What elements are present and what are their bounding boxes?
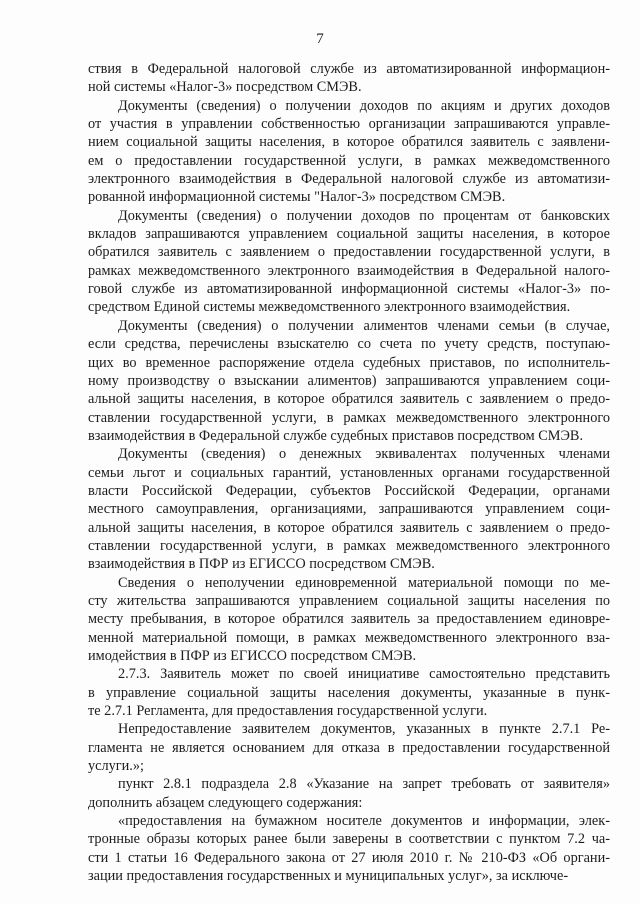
text-line: альной защиты населения, в которое обратился заявитель с заявлением о предо-: [88, 391, 610, 408]
paragraph: [88, 317, 610, 445]
text-line: альной защиты населения, в которое обратился заявитель с заявлением о предо-: [88, 519, 610, 536]
text-line: менной материальной помощи, в рамках межведомственного электронного вза-: [88, 629, 610, 646]
text-line: пункт 2.8.1 подраздела 2.8 «Указание на запрет требовать от заявителя»: [118, 776, 610, 793]
paragraph: [88, 720, 610, 775]
text-line: говой службе из автоматизированной информационной системы «Налог-3» по-: [88, 281, 610, 298]
text-line: Документы (сведения) о получении доходов по процентам от банковских: [118, 207, 610, 224]
text-line: «предоставления на бумажном носителе документов и информации, элек-: [118, 813, 610, 830]
paragraph: [88, 574, 610, 666]
text-line: тронные образы которых ранее были заверены в соответствии с пунктом 7.2 ча-: [88, 831, 610, 848]
text-line: местного самоуправления, организациями, запрашиваются управлением соци-: [88, 501, 610, 518]
text-line: ному производству о взыскании алиментов) запрашиваются управлением соци-: [88, 372, 610, 389]
text-line: нием социальной защиты населения, в которое обратился заявитель с заявлени-: [88, 134, 610, 151]
text-line: взаимодействия в ПФР из ЕГИССО посредством СМЭВ.: [88, 556, 435, 573]
text-line: в управление социальной защиты населения документы, указанные в пунк-: [88, 684, 610, 701]
text-line: обратился заявитель с заявлением о предоставлении государственной услуги, в: [88, 244, 610, 261]
text-line: от участия в управлении собственностью организации запрашиваются управле-: [88, 116, 610, 133]
paragraph: [88, 60, 610, 97]
text-line: средством Единой системы межведомственного электронного взаимодействия.: [88, 299, 571, 316]
text-line: имодействия в ПФР из ЕГИССО посредством СМЭВ.: [88, 648, 417, 664]
text-line: семьи льгот и социальных гарантий, установленных органами государственной: [88, 464, 610, 481]
text-line: ной системы «Налог-3» посредством СМЭВ.: [88, 79, 362, 96]
paragraph: [88, 97, 610, 207]
text-line: рамках межведомственного электронного взаимодействия в Федеральной налого-: [88, 262, 610, 279]
text-line: ставлении государственной услуги, в рамках межведомственного электронного: [88, 409, 610, 426]
text-line: электронного взаимодействия в Федеральной налоговой службе из автоматизи-: [88, 171, 610, 188]
text-line: рованной информационной системы "Налог-3» посредством СМЭВ.: [88, 189, 506, 206]
text-line: услуги.»;: [88, 758, 144, 775]
text-line: взаимодействия в Федеральной службе судебных приставов посредством СМЭВ.: [88, 427, 584, 444]
text-line: Документы (сведения) о получении алиментов членами семьи (в случае,: [118, 317, 610, 334]
text-line: Документы (сведения) о получении доходов по акциям и других доходов: [118, 97, 610, 114]
text-line: 2.7.3. Заявитель может по своей инициативе самостоятельно представить: [118, 666, 610, 683]
text-line: вкладов запрашиваются управлением социальной защиты населения, в которое: [88, 226, 610, 243]
text-line: щих во временное распоряжение отдела судебных приставов, по исполнитель-: [88, 354, 610, 371]
text-line: Непредоставление заявителем документов, указанных в пункте 2.7.1 Ре-: [118, 721, 610, 738]
paragraph: [88, 665, 610, 720]
document-body: [88, 60, 610, 885]
text-line: сти 1 статьи 16 Федерального закона от 27 июля 2010 г. № 210-ФЗ «Об органи-: [88, 849, 610, 866]
paragraph: [88, 775, 610, 812]
text-line: ствия в Федеральной налоговой службе из автоматизированной информацион-: [88, 61, 610, 77]
text-line: сту жительства запрашиваются управлением социальной защиты населения по: [88, 592, 610, 609]
text-line: ем о предоставлении государственной услуги, в рамках межведомственного: [88, 152, 610, 169]
text-line: те 2.7.1 Регламента, для предоставления государственной услуги.: [88, 703, 488, 720]
paragraph: [88, 445, 610, 573]
text-line: гламента не является основанием для отказа в предоставлении государственной: [88, 739, 610, 756]
text-line: месту пребывания, в которое обратился заявитель за предоставлением единовре-: [88, 611, 610, 628]
paragraph: [88, 812, 610, 885]
text-line: ставлении государственной услуги, в рамках межведомственного электронного: [88, 537, 610, 554]
paragraph: [88, 207, 610, 317]
text-line: зации предоставления государственных и муниципальных услуг», за исключе-: [88, 868, 569, 885]
text-line: власти Российской Федерации, субъектов Российской Федерации, органами: [88, 482, 610, 499]
text-line: Документы (сведения) о денежных эквивалентах полученных членами: [118, 446, 610, 463]
page-number: 7: [316, 31, 324, 47]
text-line: дополнить абзацем следующего содержания:: [88, 794, 363, 811]
text-line: если средства, перечислены взыскателю со счета по учету средств, поступаю-: [88, 336, 610, 353]
text-line: Сведения о неполучении единовременной материальной помощи по ме-: [118, 574, 610, 591]
